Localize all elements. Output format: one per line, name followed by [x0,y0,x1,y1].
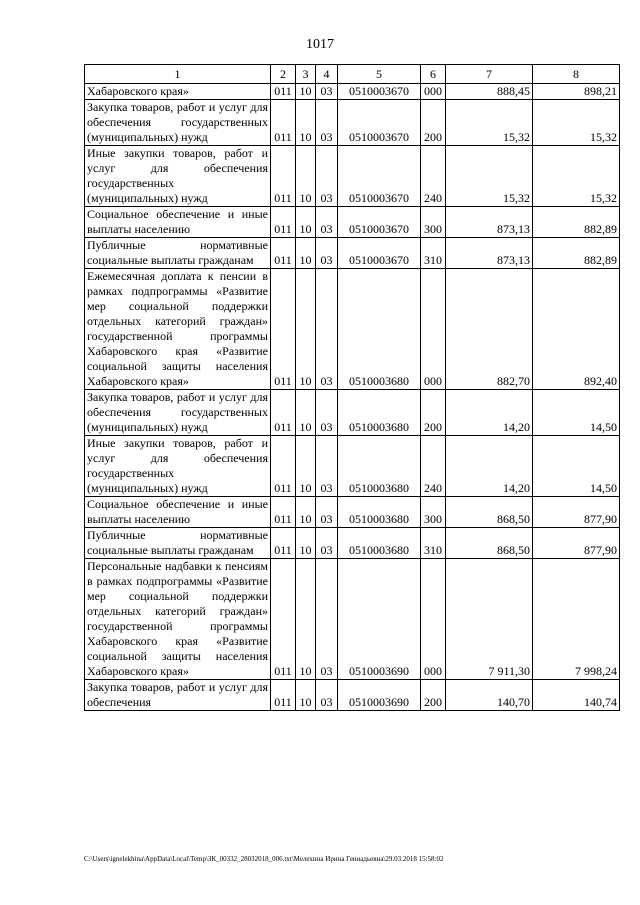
cell-amount-year2: 14,50 [533,390,620,436]
cell-target-article: 0510003680 [338,436,421,497]
cell-ministry-code: 011 [271,528,296,559]
row-description: Ежемесячная доплата к пенсии в рамках подпрограммы «Развитие мер социальной поддержки отдельных категорий граждан» государственной программы Хабаровского края «Развитие социальной защиты населения Хабаровского края» [85,269,271,390]
cell-amount-year2: 877,90 [533,497,620,528]
row-description: Социальное обеспечение и иные выплаты населению [85,207,271,238]
cell-amount-year2: 882,89 [533,207,620,238]
cell-subsection: 03 [316,680,338,711]
cell-section: 10 [296,528,316,559]
header-cell: 1 [85,65,271,84]
cell-ministry-code: 011 [271,680,296,711]
cell-amount-year2: 882,89 [533,238,620,269]
cell-section: 10 [296,390,316,436]
header-cell: 6 [421,65,446,84]
cell-amount-year2: 14,50 [533,436,620,497]
cell-target-article: 0510003690 [338,680,421,711]
cell-amount-year1: 873,13 [446,207,533,238]
cell-subsection: 03 [316,559,338,680]
header-cell: 7 [446,65,533,84]
cell-ministry-code: 011 [271,84,296,100]
row-description: Закупка товаров, работ и услуг для обеспечения [85,680,271,711]
cell-section: 10 [296,207,316,238]
cell-expense-type: 240 [421,146,446,207]
row-description: Закупка товаров, работ и услуг для обеспечения государственных (муниципальных) нужд [85,100,271,146]
row-description: Закупка товаров, работ и услуг для обеспечения государственных (муниципальных) нужд [85,390,271,436]
cell-amount-year1: 15,32 [446,146,533,207]
table-row [85,528,620,559]
table-row [85,84,620,100]
cell-expense-type: 000 [421,84,446,100]
row-description: Социальное обеспечение и иные выплаты населению [85,497,271,528]
cell-expense-type: 200 [421,100,446,146]
cell-section: 10 [296,559,316,680]
cell-expense-type: 310 [421,238,446,269]
cell-section: 10 [296,238,316,269]
cell-amount-year2: 140,74 [533,680,620,711]
table-row [85,207,620,238]
table-row [85,559,620,680]
header-cell: 3 [296,65,316,84]
cell-section: 10 [296,436,316,497]
cell-target-article: 0510003690 [338,559,421,680]
cell-expense-type: 200 [421,390,446,436]
cell-target-article: 0510003680 [338,269,421,390]
row-description: Публичные нормативные социальные выплаты гражданам [85,238,271,269]
cell-amount-year2: 898,21 [533,84,620,100]
cell-target-article: 0510003670 [338,100,421,146]
table-row [85,146,620,207]
cell-expense-type: 000 [421,269,446,390]
cell-target-article: 0510003680 [338,528,421,559]
cell-amount-year1: 15,32 [446,100,533,146]
cell-amount-year1: 868,50 [446,528,533,559]
cell-subsection: 03 [316,436,338,497]
cell-subsection: 03 [316,269,338,390]
cell-ministry-code: 011 [271,207,296,238]
table-row [85,680,620,711]
cell-amount-year1: 140,70 [446,680,533,711]
cell-ministry-code: 011 [271,238,296,269]
cell-ministry-code: 011 [271,497,296,528]
cell-expense-type: 000 [421,559,446,680]
cell-amount-year2: 892,40 [533,269,620,390]
table-row [85,269,620,390]
cell-subsection: 03 [316,100,338,146]
cell-amount-year1: 882,70 [446,269,533,390]
cell-expense-type: 300 [421,497,446,528]
table-row [85,100,620,146]
cell-target-article: 0510003680 [338,497,421,528]
cell-section: 10 [296,146,316,207]
cell-section: 10 [296,269,316,390]
cell-subsection: 03 [316,528,338,559]
cell-target-article: 0510003670 [338,238,421,269]
table-row [85,238,620,269]
cell-subsection: 03 [316,238,338,269]
cell-expense-type: 310 [421,528,446,559]
budget-table [84,64,620,711]
cell-amount-year1: 7 911,30 [446,559,533,680]
cell-target-article: 0510003670 [338,146,421,207]
cell-section: 10 [296,497,316,528]
cell-section: 10 [296,680,316,711]
row-description: Иные закупки товаров, работ и услуг для обеспечения государственных (муниципальных) нужд [85,436,271,497]
cell-subsection: 03 [316,390,338,436]
row-description: Персональные надбавки к пенсиям в рамках подпрограммы «Развитие мер социальной поддержки отдельных категорий граждан» государственной программы Хабаровского края «Развитие социальной защиты населения Хабаровского края» [85,559,271,680]
cell-amount-year1: 873,13 [446,238,533,269]
cell-subsection: 03 [316,207,338,238]
header-cell: 5 [338,65,421,84]
table-row [85,390,620,436]
cell-ministry-code: 011 [271,436,296,497]
cell-subsection: 03 [316,146,338,207]
cell-expense-type: 200 [421,680,446,711]
cell-section: 10 [296,84,316,100]
cell-amount-year1: 14,20 [446,390,533,436]
cell-amount-year1: 14,20 [446,436,533,497]
cell-amount-year2: 877,90 [533,528,620,559]
cell-amount-year2: 15,32 [533,100,620,146]
page-number: 1017 [306,37,334,52]
cell-ministry-code: 011 [271,146,296,207]
header-cell: 8 [533,65,620,84]
cell-target-article: 0510003670 [338,207,421,238]
cell-subsection: 03 [316,84,338,100]
cell-amount-year1: 888,45 [446,84,533,100]
cell-ministry-code: 011 [271,269,296,390]
file-path-footer: C:\Users\ignelekhina\AppData\Local\Temp\ЗК_00332_28032018_006.txt\Мелехина Ирина Геннадьевна\29.03.2018 15:58:02 [84,855,444,863]
table-row [85,497,620,528]
cell-ministry-code: 011 [271,559,296,680]
header-cell: 4 [316,65,338,84]
cell-target-article: 0510003670 [338,84,421,100]
cell-subsection: 03 [316,497,338,528]
cell-expense-type: 300 [421,207,446,238]
cell-section: 10 [296,100,316,146]
row-description: Иные закупки товаров, работ и услуг для обеспечения государственных (муниципальных) нужд [85,146,271,207]
header-row [85,65,620,84]
cell-amount-year2: 15,32 [533,146,620,207]
row-description: Хабаровского края» [85,84,271,100]
cell-target-article: 0510003680 [338,390,421,436]
cell-ministry-code: 011 [271,390,296,436]
cell-ministry-code: 011 [271,100,296,146]
cell-amount-year2: 7 998,24 [533,559,620,680]
header-cell: 2 [271,65,296,84]
cell-expense-type: 240 [421,436,446,497]
row-description: Публичные нормативные социальные выплаты гражданам [85,528,271,559]
table-row [85,436,620,497]
cell-amount-year1: 868,50 [446,497,533,528]
